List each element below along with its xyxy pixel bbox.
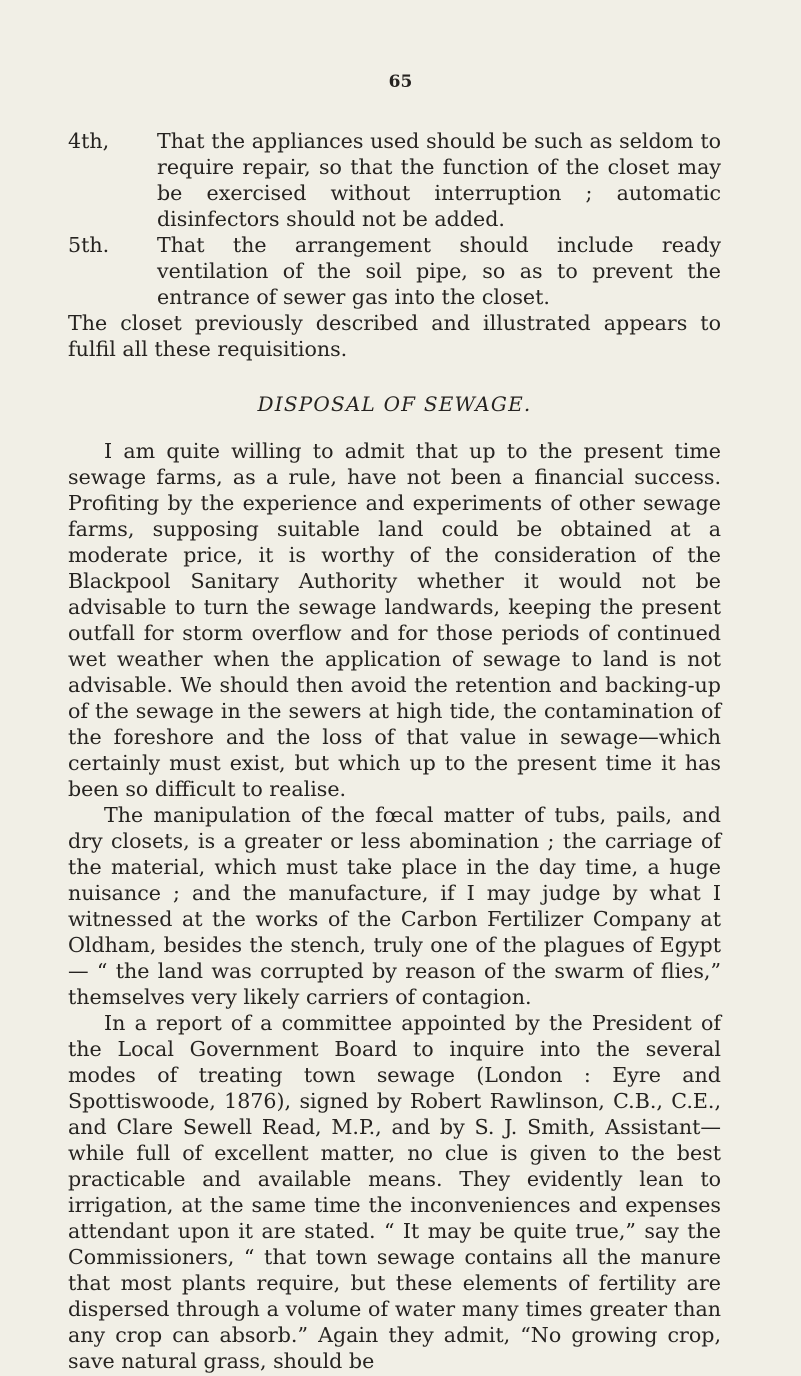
list-item	[68, 128, 721, 232]
body-paragraph: The manipulation of the fœcal matter of tubs, pails, and dry closets, is a greater or less abomination ; the carriage of the material, which must take place in the day time, a huge nuisance ; and the manufacture, if I may judge by what I witnessed at the works of the Carbon Fertilizer Company at Oldham, besides the stench, truly one of the plagues of Egypt— “ the land was corrupted by reason of the swarm of flies,” themselves very likely carriers of contagion.	[68, 803, 721, 1009]
body-paragraph: I am quite willing to admit that up to the present time sewage farms, as a rule, have not been a financial success. Profiting by the experience and experiments of other sewage farms, supposing suitable land could be obtained at a moderate price, it is worthy of the consideration of the Blackpool Sanitary Authority whether it would not be advisable to turn the sewage landwards, keeping the present outfall for storm overflow and for those periods of continued wet weather when the application of sewage to land is not advisable. We should then avoid the retention and backing-up of the sewage in the sewers at high tide, the contamination of the foreshore and the loss of that value in sewage—which certainly must exist, but which up to the present time it has been so difficult to realise.	[68, 439, 721, 801]
list-item	[68, 232, 721, 310]
section-heading: DISPOSAL OF SEWAGE.	[257, 392, 532, 416]
list-item-number: 4th,	[68, 129, 110, 153]
closing-paragraph: The closet previously described and illustrated appears to fulfil all these requisitions.	[68, 311, 721, 361]
requirements-list	[68, 128, 721, 310]
list-item-text: That the arrangement should include ready ventilation of the soil pipe, so as to prevent the entrance of sewer gas into the closet.	[157, 233, 721, 309]
body-paragraph: In a report of a committee appointed by the President of the Local Government Board to inquire into the several modes of treating town sewage (London : Eyre and Spottiswoode, 1876), signed by Robert Rawlinson, C.B., C.E., and Clare Sewell Read, M.P., and by S. J. Smith, Assistant—while full of excellent matter, no clue is given to the best practicable and available means. They evidently lean to irrigation, at the same time the inconveniences and expenses attendant upon it are stated. “ It may be quite true,” say the Commissioners, “ that town sewage contains all the manure that most plants require, but these elements of fertility are dispersed through a volume of water many times greater than any crop can absorb.” Again they admit, “No growing crop, save natural grass, should be	[68, 1011, 721, 1373]
list-item-number: 5th.	[68, 233, 110, 257]
list-item-text: That the appliances used should be such as seldom to require repair, so that the function of the closet may be exercised without interruption ; automatic disinfectors should not be added.	[157, 129, 721, 231]
page-number: 65	[388, 72, 413, 92]
